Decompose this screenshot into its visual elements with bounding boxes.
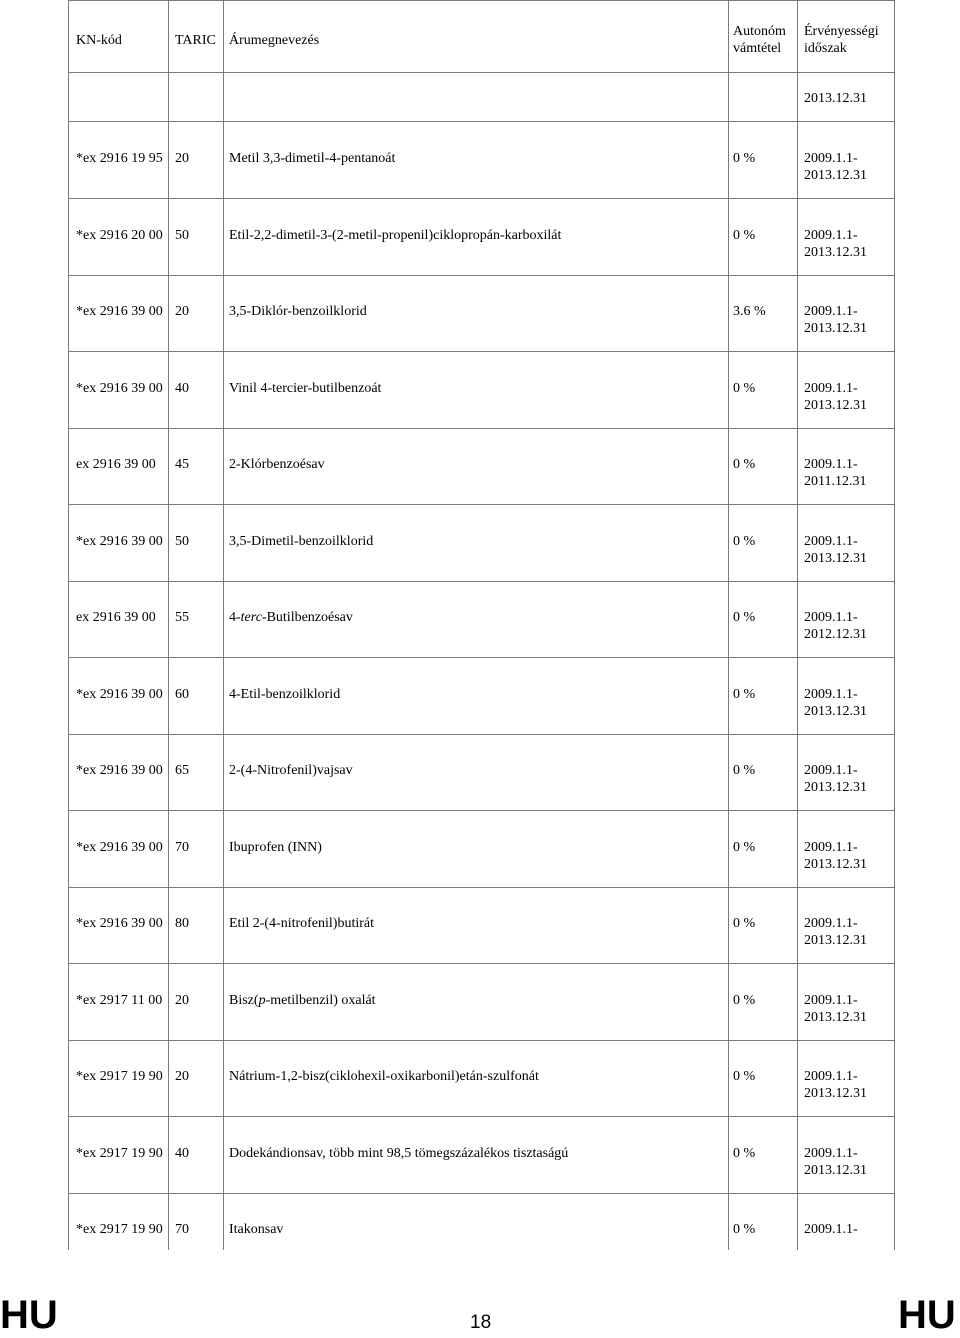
row-divider xyxy=(68,734,895,735)
description-italic: p xyxy=(258,993,266,1008)
row-validity-to: 2013.12.31 xyxy=(804,551,867,566)
row-taric-code: 20 xyxy=(175,304,189,319)
row-validity-to: 2013.12.31 xyxy=(804,321,867,336)
row-duty-rate: 0 % xyxy=(733,610,756,625)
row-taric-code: 70 xyxy=(175,1222,189,1237)
row-duty-rate: 0 % xyxy=(733,457,756,472)
row-goods-description: Ibuprofen (INN) xyxy=(229,840,322,855)
header-taric: TARIC xyxy=(175,33,216,48)
row-duty-rate: 0 % xyxy=(733,1222,756,1237)
row-validity-from: 2009.1.1- xyxy=(804,1069,858,1084)
row-validity-to: 2013.12.31 xyxy=(804,704,867,719)
row-goods-description xyxy=(229,609,353,626)
table-divider-kn-taric xyxy=(168,0,169,1250)
row-validity-from: 2009.1.1- xyxy=(804,993,858,1008)
row-duty-rate: 0 % xyxy=(733,1146,756,1161)
row-divider xyxy=(68,887,895,888)
row-divider xyxy=(68,121,895,122)
row-kn-code: *ex 2916 39 00 xyxy=(76,840,163,855)
header-duty-line2: vámtétel xyxy=(733,41,782,56)
row-validity-from: 2009.1.1- xyxy=(804,763,858,778)
row-taric-code: 20 xyxy=(175,993,189,1008)
row-kn-code: *ex 2917 19 90 xyxy=(76,1146,163,1161)
row-taric-code: 80 xyxy=(175,916,189,931)
row-divider xyxy=(68,198,895,199)
row-goods-description: Etil 2-(4-nitrofenil)butirát xyxy=(229,916,375,931)
row-kn-code: *ex 2917 19 90 xyxy=(76,1069,163,1084)
row-taric-code: 20 xyxy=(175,1069,189,1084)
row-taric-code: 55 xyxy=(175,610,189,625)
row-validity-to: 2013.12.31 xyxy=(804,245,867,260)
row-duty-rate: 0 % xyxy=(733,151,756,166)
header-duty-line1: Autonóm xyxy=(733,24,786,39)
row-duty-rate: 0 % xyxy=(733,381,756,396)
row-validity-from: 2009.1.1- xyxy=(804,304,858,319)
row-taric-code: 20 xyxy=(175,151,189,166)
row-validity-from: 2009.1.1- xyxy=(804,687,858,702)
row-validity-from: 2009.1.1- xyxy=(804,457,858,472)
row-goods-description: Nátrium-1,2-bisz(ciklohexil-oxikarbonil)etán-szulfonát xyxy=(229,1069,539,1084)
row-validity-to: 2013.12.31 xyxy=(804,1010,867,1025)
row-divider xyxy=(68,1116,895,1117)
row-taric-code: 60 xyxy=(175,687,189,702)
row-kn-code: *ex 2916 19 95 xyxy=(76,151,163,166)
row-goods-description: 3,5-Diklór-benzoilklorid xyxy=(229,304,367,319)
row-validity-to: 2013.12.31 xyxy=(804,168,867,183)
row-duty-rate: 0 % xyxy=(733,993,756,1008)
row-duty-rate: 0 % xyxy=(733,763,756,778)
row-divider xyxy=(68,504,895,505)
row-goods-description: Vinil 4-tercier-butilbenzoát xyxy=(229,381,382,396)
row-duty-rate: 0 % xyxy=(733,916,756,931)
row-duty-rate: 0 % xyxy=(733,840,756,855)
description-suffix: -metilbenzil) oxalát xyxy=(265,993,376,1008)
row-kn-code: *ex 2916 39 00 xyxy=(76,687,163,702)
table-border-right xyxy=(894,0,895,1250)
language-code-right: HU xyxy=(898,1293,956,1337)
row-goods-description: Metil 3,3-dimetil-4-pentanoát xyxy=(229,151,396,166)
row-divider xyxy=(68,963,895,964)
row-divider xyxy=(68,428,895,429)
description-prefix: Bisz( xyxy=(229,993,259,1008)
header-validity-line1: Érvényességi xyxy=(804,24,879,39)
row-goods-description: 2-Klórbenzoésav xyxy=(229,457,325,472)
row-taric-code: 45 xyxy=(175,457,189,472)
row-validity-to: 2011.12.31 xyxy=(804,474,867,489)
header-validity-line2: időszak xyxy=(804,41,847,56)
row-validity-from: 2009.1.1- xyxy=(804,228,858,243)
table-border-top xyxy=(68,0,895,1)
language-code-left: HU xyxy=(0,1293,58,1337)
row-duty-rate: 3.6 % xyxy=(733,304,766,319)
table-border-left xyxy=(68,0,69,1250)
row-kn-code: *ex 2917 11 00 xyxy=(76,993,163,1008)
row-divider xyxy=(68,810,895,811)
row-divider xyxy=(68,275,895,276)
description-italic: terc xyxy=(240,610,262,625)
row-taric-code: 40 xyxy=(175,1146,189,1161)
row-taric-code: 50 xyxy=(175,228,189,243)
description-suffix: -Butilbenzoésav xyxy=(261,610,353,625)
row-duty-rate: 0 % xyxy=(733,687,756,702)
row-validity-to: 2013.12.31 xyxy=(804,1163,867,1178)
row-duty-rate: 0 % xyxy=(733,228,756,243)
row-goods-description: 4-Etil-benzoilklorid xyxy=(229,687,341,702)
table-divider-taric-goods xyxy=(223,0,224,1250)
header-goods-description: Árumegnevezés xyxy=(229,33,320,48)
row-taric-code: 70 xyxy=(175,840,189,855)
row-validity-to: 2012.12.31 xyxy=(804,627,867,642)
row-goods-description: Etil-2,2-dimetil-3-(2-metil-propenil)ciklopropán-karboxilát xyxy=(229,228,562,243)
row-divider xyxy=(68,351,895,352)
row-kn-code: *ex 2916 39 00 xyxy=(76,304,163,319)
row-taric-code: 40 xyxy=(175,381,189,396)
row-validity-from: 2009.1.1- xyxy=(804,840,858,855)
row-validity-to: 2013.12.31 xyxy=(804,780,867,795)
header-kn-code: KN-kód xyxy=(76,33,122,48)
row-validity-from: 2009.1.1- xyxy=(804,151,858,166)
continued-validity-date: 2013.12.31 xyxy=(804,91,867,106)
description-prefix: 4- xyxy=(229,610,241,625)
row-goods-description: Dodekándionsav, több mint 98,5 tömegszázalékos tisztaságú xyxy=(229,1146,569,1161)
table-divider-goods-duty xyxy=(728,0,729,1250)
row-kn-code: *ex 2916 39 00 xyxy=(76,916,163,931)
row-validity-from: 2009.1.1- xyxy=(804,534,858,549)
table-divider-duty-validity xyxy=(797,0,798,1250)
row-kn-code: ex 2916 39 00 xyxy=(76,610,156,625)
row-divider xyxy=(68,1040,895,1041)
row-kn-code: *ex 2916 39 00 xyxy=(76,381,163,396)
row-validity-from: 2009.1.1- xyxy=(804,916,858,931)
row-validity-from: 2009.1.1- xyxy=(804,610,858,625)
row-goods-description: Itakonsav xyxy=(229,1222,284,1237)
row-divider xyxy=(68,1193,895,1194)
row-validity-from: 2009.1.1- xyxy=(804,381,858,396)
row-goods-description: 3,5-Dimetil-benzoilklorid xyxy=(229,534,374,549)
row-kn-code: *ex 2916 20 00 xyxy=(76,228,163,243)
row-validity-to: 2013.12.31 xyxy=(804,933,867,948)
row-taric-code: 65 xyxy=(175,763,189,778)
row-goods-description xyxy=(229,992,376,1009)
row-duty-rate: 0 % xyxy=(733,534,756,549)
row-kn-code: *ex 2917 19 90 xyxy=(76,1222,163,1237)
row-kn-code: ex 2916 39 00 xyxy=(76,457,156,472)
row-validity-to: 2013.12.31 xyxy=(804,1086,867,1101)
row-validity-to: 2013.12.31 xyxy=(804,398,867,413)
header-bottom-border xyxy=(68,72,895,73)
page-number: 18 xyxy=(470,1312,492,1333)
row-duty-rate: 0 % xyxy=(733,1069,756,1084)
row-kn-code: *ex 2916 39 00 xyxy=(76,534,163,549)
row-divider xyxy=(68,581,895,582)
row-divider xyxy=(68,657,895,658)
row-goods-description: 2-(4-Nitrofenil)vajsav xyxy=(229,763,353,778)
row-kn-code: *ex 2916 39 00 xyxy=(76,763,163,778)
row-validity-to: 2013.12.31 xyxy=(804,857,867,872)
row-validity-from: 2009.1.1- xyxy=(804,1222,858,1237)
row-validity-from: 2009.1.1- xyxy=(804,1146,858,1161)
row-taric-code: 50 xyxy=(175,534,189,549)
